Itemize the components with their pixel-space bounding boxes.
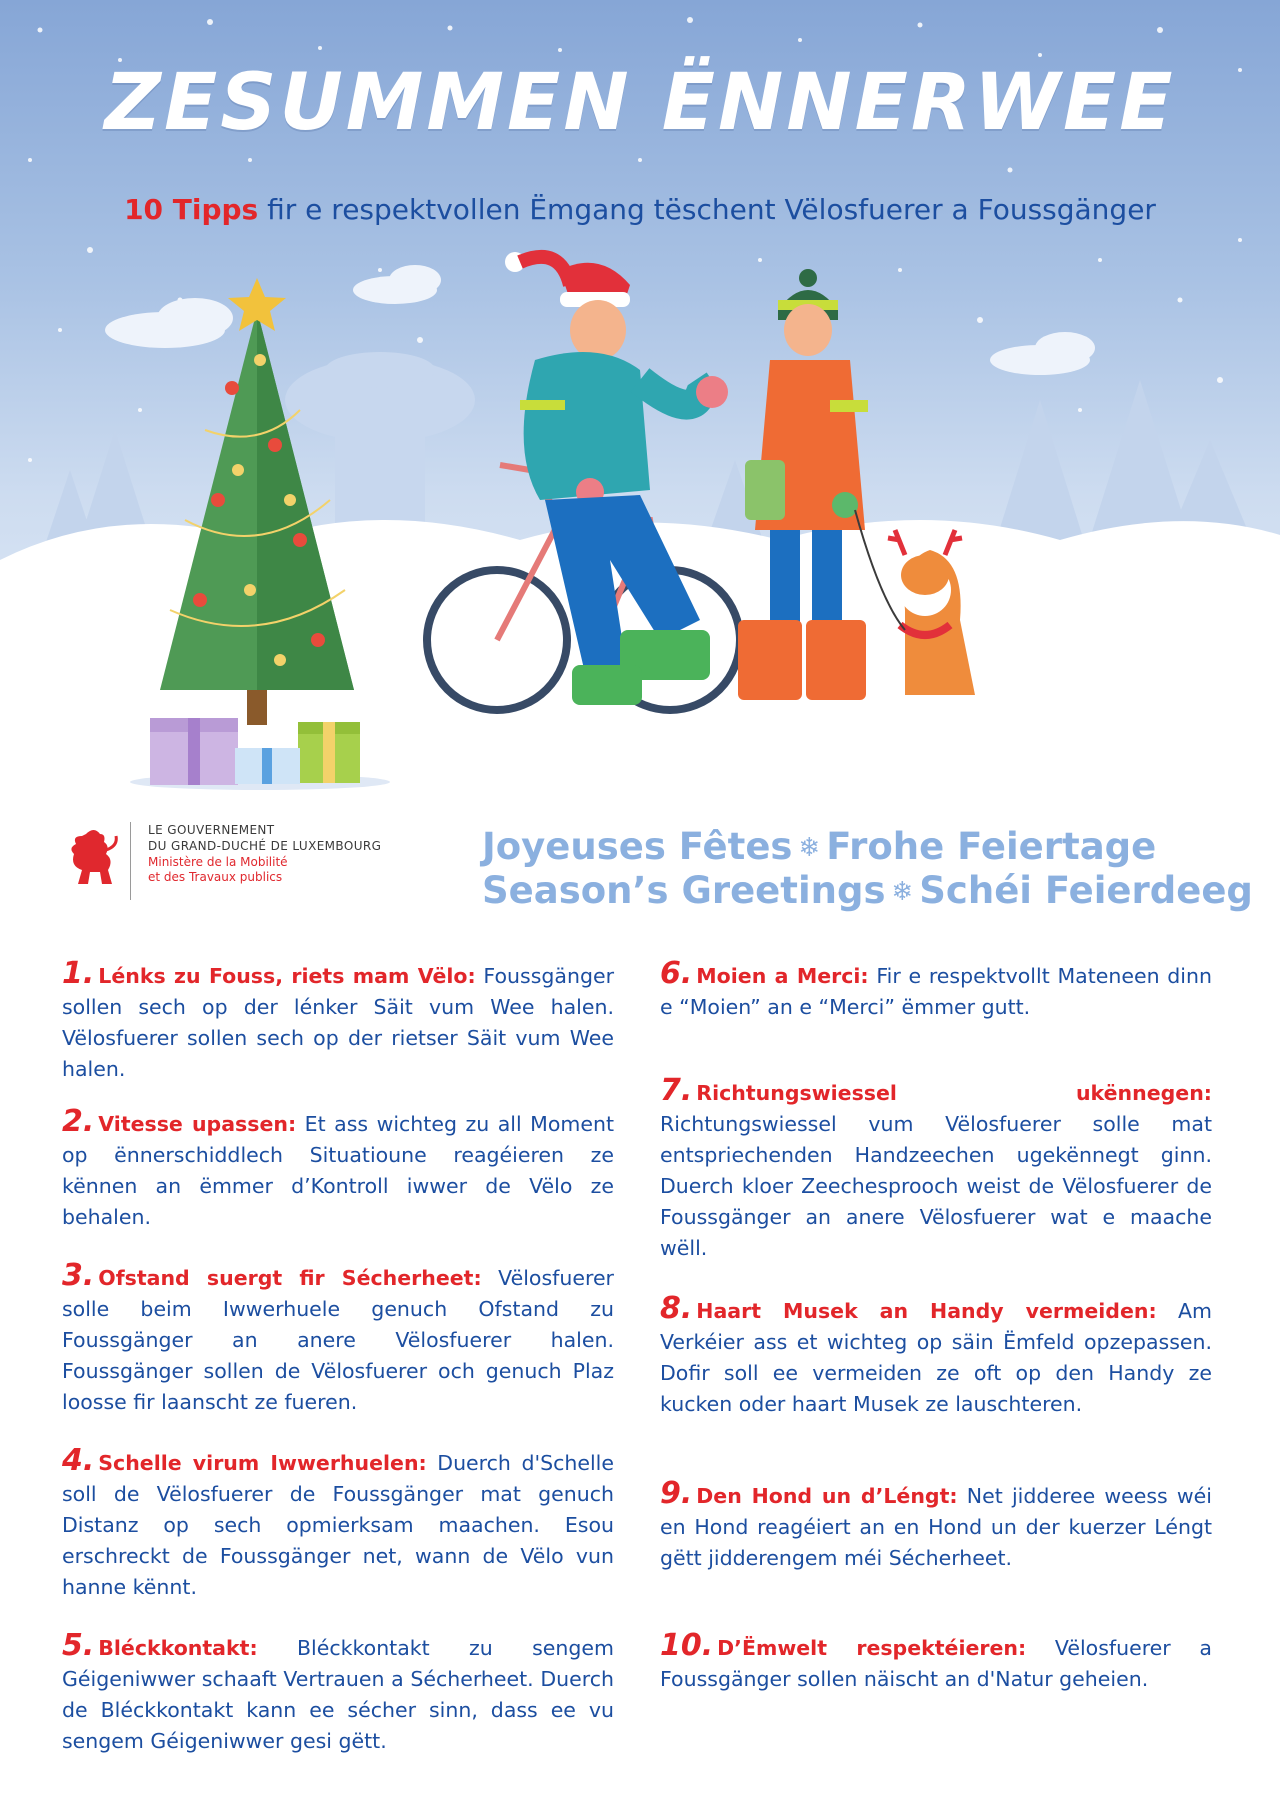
subtitle xyxy=(0,193,1280,226)
tip-title: Vitesse upassen: xyxy=(98,1112,297,1136)
headline: ZESUMMEN ËNNERWEE xyxy=(104,58,1176,148)
subtitle-rest: fir e respektvollen Ëmgang tëschent Vëlosfuerer a Foussgänger xyxy=(258,193,1156,226)
greeting-joyeuses-fetes: Joyeuses Fêtes xyxy=(482,825,793,868)
greeting-line-1 xyxy=(482,826,1156,869)
tip-10 xyxy=(660,1630,1212,1695)
greeting-frohe-feiertage: Frohe Feiertage xyxy=(826,825,1157,868)
tip-number: 7. xyxy=(660,1073,693,1108)
gov-line-2: DU GRAND-DUCHÉ DE LUXEMBOURG xyxy=(148,839,382,853)
tip-text: Fir e respektvollt Mateneen dinn e “Moien” an e “Merci” ëmmer gutt. xyxy=(660,964,1212,1019)
tip-number: 8. xyxy=(660,1291,693,1326)
tip-text: Vëlosfuerer a Foussgänger sollen näischt an d'Natur geheien. xyxy=(660,1636,1212,1691)
tip-4 xyxy=(62,1445,614,1603)
tip-title: Bléckkontakt: xyxy=(98,1636,258,1660)
tip-number: 2. xyxy=(62,1104,95,1139)
tip-title: Richtungswiessel ukënnegen: xyxy=(696,1081,1212,1105)
tip-number: 4. xyxy=(62,1443,95,1478)
tip-text: Et ass wichteg zu all Moment op ënnerschiddlech Situatioune reagéieren ze kënnen an ëmmer d’Kontroll iwwer de Vëlo ze behalen. xyxy=(62,1112,614,1229)
tip-text: Foussgänger sollen sech op der lénker Säit vum Wee halen. Vëlosfuerer sollen sech op der rietser Säit vum Wee halen. xyxy=(62,964,615,1081)
tip-1 xyxy=(62,958,614,1085)
logo-divider xyxy=(130,822,131,900)
ministry-line-2: et des Travaux publics xyxy=(148,870,283,884)
tip-text: Duerch d'Schelle soll de Vëlosfuerer de Foussgänger mat genuch Distanz op sech opmierksam maachen. Esou erschreckt de Foussgänger net, wann de Vëlo vun hanne kënnt. xyxy=(62,1451,614,1599)
gov-line-1: LE GOUVERNEMENT xyxy=(148,823,275,837)
tip-6 xyxy=(660,958,1212,1023)
tip-5 xyxy=(62,1630,614,1757)
red-lion-icon xyxy=(66,826,118,886)
tip-number: 5. xyxy=(62,1628,95,1663)
tip-title: D’Ëmwelt respektéieren: xyxy=(717,1636,1027,1660)
tip-text: Am Verkéier ass et wichteg op säin Ëmfeld opzepassen. Dofir soll ee vermeiden ze oft op den Handy ze kucken oder haart Musek ze lauschteren. xyxy=(660,1299,1213,1416)
tip-number: 1. xyxy=(62,956,95,991)
tip-text: Vëlosfuerer solle beim Iwwerhuele genuch Ofstand zu Foussgänger an anere Vëlosfuerer halen. Foussgänger sollen de Vëlosfuerer och genuch Plaz loosse fir laanscht ze fueren. xyxy=(62,1266,614,1414)
tip-title: Haart Musek an Handy vermeiden: xyxy=(696,1299,1157,1323)
tip-text: Bléckkontakt zu sengem Géigeniwwer schaaft Vertrauen a Sécherheet. Duerch de Bléckkontakt kann ee sécher sinn, dass ee vu sengem Géigeniwwer gesi gëtt. xyxy=(62,1636,614,1753)
greeting-schei-feierdeeg: Schéi Feierdeeg xyxy=(919,869,1253,912)
government-logo xyxy=(66,822,426,902)
tip-7 xyxy=(660,1075,1212,1264)
greeting-seasons-greetings: Season’s Greetings xyxy=(482,869,886,912)
subtitle-tips-count: 10 Tipps xyxy=(124,193,259,226)
greeting-line-2 xyxy=(482,870,1253,913)
tip-title: Lénks zu Fouss, riets mam Vëlo: xyxy=(98,964,476,988)
tip-text: Richtungswiessel vum Vëlosfuerer solle mat entspriechenden Handzeechen ugekënnegt ginn. Duerch kloer Zeechesprooch weist de Vëlosfuerer de Foussgänger an anere Vëlosfuerer wat e maache wëll. xyxy=(660,1112,1212,1260)
tip-number: 10. xyxy=(660,1628,714,1663)
tip-number: 6. xyxy=(660,956,693,991)
hero-illustration xyxy=(0,0,1280,800)
snowflake-icon: ❄ xyxy=(891,877,914,907)
tip-number: 9. xyxy=(660,1476,693,1511)
tip-title: Schelle virum Iwwerhuelen: xyxy=(98,1451,427,1475)
tip-title: Den Hond un d’Léngt: xyxy=(696,1484,958,1508)
tip-title: Ofstand suergt fir Sécherheet: xyxy=(98,1266,482,1290)
tip-number: 3. xyxy=(62,1258,95,1293)
tip-9 xyxy=(660,1478,1212,1574)
tip-2 xyxy=(62,1106,614,1233)
tip-text: Net jidderee weess wéi en Hond reagéiert an en Hond un der kuerzer Léngt gëtt jidderengem méi Sécherheet. xyxy=(660,1484,1212,1570)
tip-title: Moien a Merci: xyxy=(696,964,869,988)
ministry-line-1: Ministère de la Mobilité xyxy=(148,855,288,869)
tip-8 xyxy=(660,1293,1212,1420)
snowflake-icon: ❄ xyxy=(798,833,821,863)
tip-3 xyxy=(62,1260,614,1418)
